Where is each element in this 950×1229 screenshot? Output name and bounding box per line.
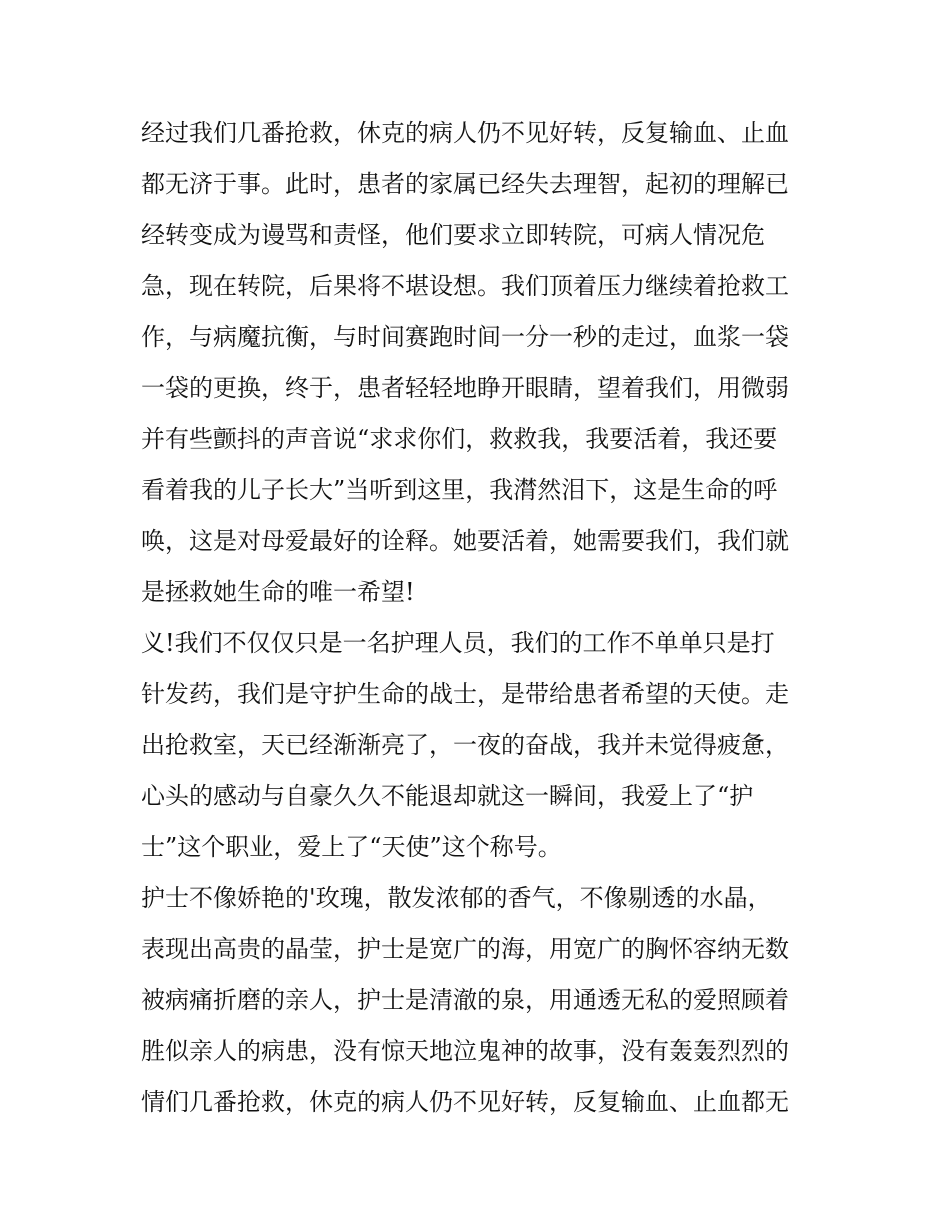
text-line: 一袋的更换，终于，患者轻轻地睁开眼睛，望着我们，用微弱 (141, 374, 789, 402)
text-line: 作，与病魔抗衡，与时间赛跑时间一分一秒的走过，血浆一袋 (141, 323, 789, 351)
body-text (141, 108, 821, 1128)
text-line: 义!我们不仅仅只是一名护理人员，我们的工作不单单只是打 (141, 629, 775, 657)
text-line: 唤，这是对母爱最好的诠释。她要活着，她需要我们，我们就 (141, 527, 789, 555)
text-line: 是拯救她生命的唯一希望! (141, 578, 415, 606)
text-line: 表现出高贵的晶莹，护士是宽广的海，用宽广的胸怀容纳无数 (141, 935, 789, 963)
text-line: 并有些颤抖的声音说“求求你们，救救我，我要活着，我还要 (141, 425, 778, 453)
text-line: 情们几番抢救，休克的病人仍不见好转，反复输血、止血都无 (141, 1088, 789, 1116)
text-line: 士”这个职业，爱上了“天使”这个称号。 (141, 833, 562, 861)
text-line: 胜似亲人的病患，没有惊天地泣鬼神的故事，没有轰轰烈烈的 (141, 1037, 789, 1065)
text-line: 看着我的儿子长大”当听到这里，我潸然泪下，这是生命的呼 (141, 476, 778, 504)
text-line: 被病痛折磨的亲人，护士是清澈的泉，用通透无私的爱照顾着 (141, 986, 789, 1014)
text-line: 出抢救室，天已经渐渐亮了，一夜的奋战，我并未觉得疲惫， (141, 731, 789, 759)
text-line: 针发药，我们是守护生命的战士，是带给患者希望的天使。走 (141, 680, 789, 708)
text-line: 护士不像娇艳的'玫瑰，散发浓郁的香气，不像剔透的水晶， (141, 884, 772, 912)
text-line: 急，现在转院，后果将不堪设想。我们顶着压力继续着抢救工 (141, 272, 789, 300)
text-line: 心头的感动与自豪久久不能退却就这一瞬间，我爱上了“护 (141, 782, 754, 810)
text-line: 都无济于事。此时，患者的家属已经失去理智，起初的理解已 (141, 170, 789, 198)
text-line: 经转变成为谩骂和责怪，他们要求立即转院，可病人情况危 (141, 221, 765, 249)
text-line: 经过我们几番抢救，休克的病人仍不见好转，反复输血、止血 (141, 119, 789, 147)
